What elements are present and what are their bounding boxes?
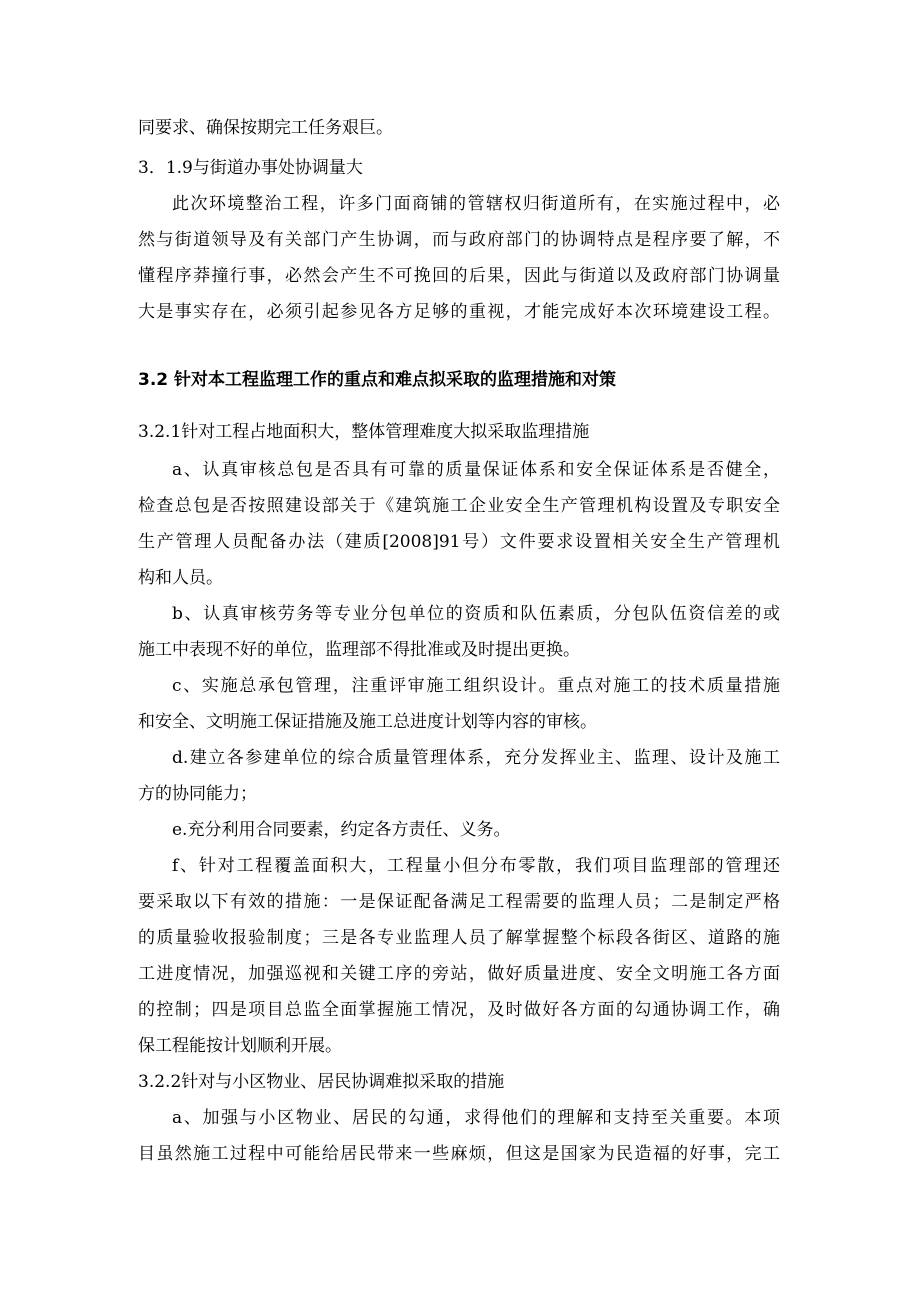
- line-text: 然与街道领导及有关部门产生协调，而与政府部门的协调特点是程序要了解，不: [138, 230, 780, 250]
- paragraph-line: [0, 704, 920, 740]
- heading-text: 3.2.1针对工程占地面积大，整体管理难度大拟采取监理措施: [138, 422, 590, 442]
- line-text: f、针对工程覆盖面积大，工程量小但分布零散，我们项目监理部的管理还: [172, 856, 780, 876]
- paragraph-line: [0, 920, 920, 956]
- paragraph-line: [0, 1028, 920, 1064]
- paragraph-line: [0, 1136, 920, 1172]
- paragraph-line: [0, 596, 920, 632]
- line-text: 的控制；四是项目总监全面掌握施工情况，及时做好各方面的勾通协调工作，确: [138, 1000, 780, 1020]
- line-text: 和安全、文明施工保证措施及施工总进度计划等内容的审核。: [138, 712, 597, 732]
- paragraph-line: [0, 848, 920, 884]
- heading-text: 3.2 针对本工程监理工作的重点和难点拟采取的监理措施和对策: [138, 370, 617, 390]
- line-text: 目虽然施工过程中可能给居民带来一些麻烦，但这是国家为民造福的好事，完工: [138, 1144, 780, 1164]
- paragraph-line: [0, 488, 920, 524]
- paragraph-line: [0, 186, 920, 222]
- line-text: e.充分利用合同要素，约定各方责任、义务。: [172, 820, 511, 840]
- paragraph-line: [0, 776, 920, 812]
- paragraph-line: [0, 452, 920, 488]
- line-text: a、加强与小区物业、居民的勾通，求得他们的理解和支持至关重要。本项: [172, 1108, 780, 1128]
- line-text: 构和人员。: [138, 568, 223, 588]
- paragraph-line: [0, 740, 920, 776]
- line-text: 施工中表现不好的单位，监理部不得批准或及时提出更换。: [138, 640, 580, 660]
- line-text: 大是事实存在，必须引起参见各方足够的重视，才能完成好本次环境建设工程。: [138, 302, 780, 322]
- line-text: a、认真审核总包是否具有可靠的质量保证体系和安全保证体系是否健全，: [172, 460, 780, 480]
- line-text: 要采取以下有效的措施：一是保证配备满足工程需要的监理人员；二是制定严格: [138, 892, 780, 912]
- line-text: 此次环境整治工程，许多门面商铺的管辖权归街道所有，在实施过程中，必: [172, 194, 780, 214]
- line-text: 检查总包是否按照建设部关于《建筑施工企业安全生产管理机构设置及专职安全: [138, 496, 780, 516]
- line-text: 保工程能按计划顺利开展。: [138, 1036, 342, 1056]
- paragraph-line: [0, 668, 920, 704]
- paragraph-line: [0, 956, 920, 992]
- subsection-heading: [0, 150, 920, 186]
- paragraph-line: [0, 1100, 920, 1136]
- section-heading: [0, 362, 920, 398]
- line-text: 生产管理人员配备办法（建质[2008]91号）文件要求设置相关安全生产管理机: [138, 532, 780, 552]
- paragraph-line: [0, 258, 920, 294]
- line-text: 工进度情况，加强巡视和关键工序的旁站，做好质量进度、安全文明施工各方面: [138, 964, 780, 984]
- line-text: b、认真审核劳务等专业分包单位的资质和队伍素质，分包队伍资信差的或: [172, 604, 780, 624]
- subsection-heading: [0, 414, 920, 450]
- paragraph-line: [0, 524, 920, 560]
- heading-text: 3．1.9与街道办事处协调量大: [138, 158, 363, 178]
- line-text: 方的协同能力；: [138, 784, 257, 804]
- paragraph-line: [0, 294, 920, 330]
- paragraph-line: [0, 110, 920, 146]
- line-text: c、实施总承包管理，注重评审施工组织设计。重点对施工的技术质量措施: [172, 676, 780, 696]
- paragraph-line: [0, 884, 920, 920]
- subsection-heading: [0, 1064, 920, 1100]
- paragraph-line: [0, 560, 920, 596]
- paragraph-line: [0, 632, 920, 668]
- paragraph-line: [0, 812, 920, 848]
- paragraph-line: [0, 992, 920, 1028]
- line-text: 懂程序莽撞行事，必然会产生不可挽回的后果，因此与街道以及政府部门协调量: [138, 266, 780, 286]
- heading-text: 3.2.2针对与小区物业、居民协调难拟采取的措施: [138, 1072, 505, 1092]
- line-text: d.建立各参建单位的综合质量管理体系，充分发挥业主、监理、设计及施工: [172, 748, 780, 768]
- paragraph-line: [0, 222, 920, 258]
- line-text: 的质量验收报验制度；三是各专业监理人员了解掌握整个标段各街区、道路的施: [138, 928, 780, 948]
- line-text: 同要求、确保按期完工任务艰巨。: [138, 118, 393, 138]
